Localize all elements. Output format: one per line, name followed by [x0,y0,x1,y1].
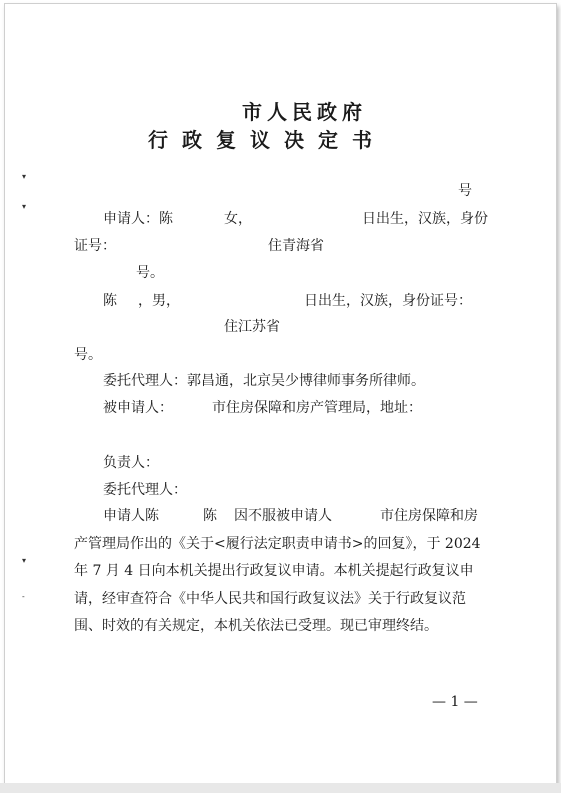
paragraph-line2: 产管理局作出的《关于<履行法定职责申请书>的回复》，于 2024 [74,536,481,552]
applicant2-gender: ，男， [138,293,180,309]
margin-mark: ▾ [22,556,27,565]
applicant1-gender: 女， [224,211,252,227]
applicant1-address: 住青海省 [268,238,324,254]
paragraph-line5: 围、时效的有关规定，本机关依法已受理。现已审理终结。 [74,618,438,634]
document-number-suffix: 号 [458,183,472,199]
respondent-label: 被申请人： [103,400,173,416]
person-in-charge-label: 负责人： [103,455,159,471]
paragraph-line4: 请，经审查符合《中华人民共和国行政复议法》关于行政复议范 [74,591,466,607]
page-number: — 1 — [432,694,478,710]
applicant2-birth: 日出生，汉族，身份证号： [304,293,472,309]
agent1-line: 委托代理人：郭昌通，北京吴少博律师事务所律师。 [103,373,425,389]
paragraph-line1-d: 市住房保障和房 [380,508,478,524]
agent2-label: 委托代理人： [103,482,187,498]
paragraph-line1-c: 因不服被申请人 [234,508,332,524]
paragraph-line3: 年 7 月 4 日向本机关提出行政复议申请。本机关提起行政复议申 [74,563,474,579]
respondent-name: 市住房保障和房产管理局，地址： [212,400,422,416]
margin-mark: ▾ [22,202,27,211]
margin-mark: ▾ [22,172,27,181]
document-title-line1: 市人民政府 [242,100,367,124]
paragraph-line1-b: 陈 [203,508,217,524]
paragraph-line1-a: 申请人陈 [103,508,159,524]
applicant1-label: 申请人：陈 [103,211,173,227]
margin-mark: - [22,592,25,601]
applicant2-label: 陈 [103,293,117,309]
applicant2-address-end: 号。 [74,347,102,363]
applicant2-address: 住江苏省 [224,319,280,335]
document-title-line2: 行政复议决定书 [148,128,386,152]
page-bottom-shadow [0,783,561,793]
applicant1-address-end: 号。 [136,265,164,281]
applicant1-id-label: 证号： [74,238,116,254]
applicant1-birth: 日出生，汉族，身份 [362,211,488,227]
